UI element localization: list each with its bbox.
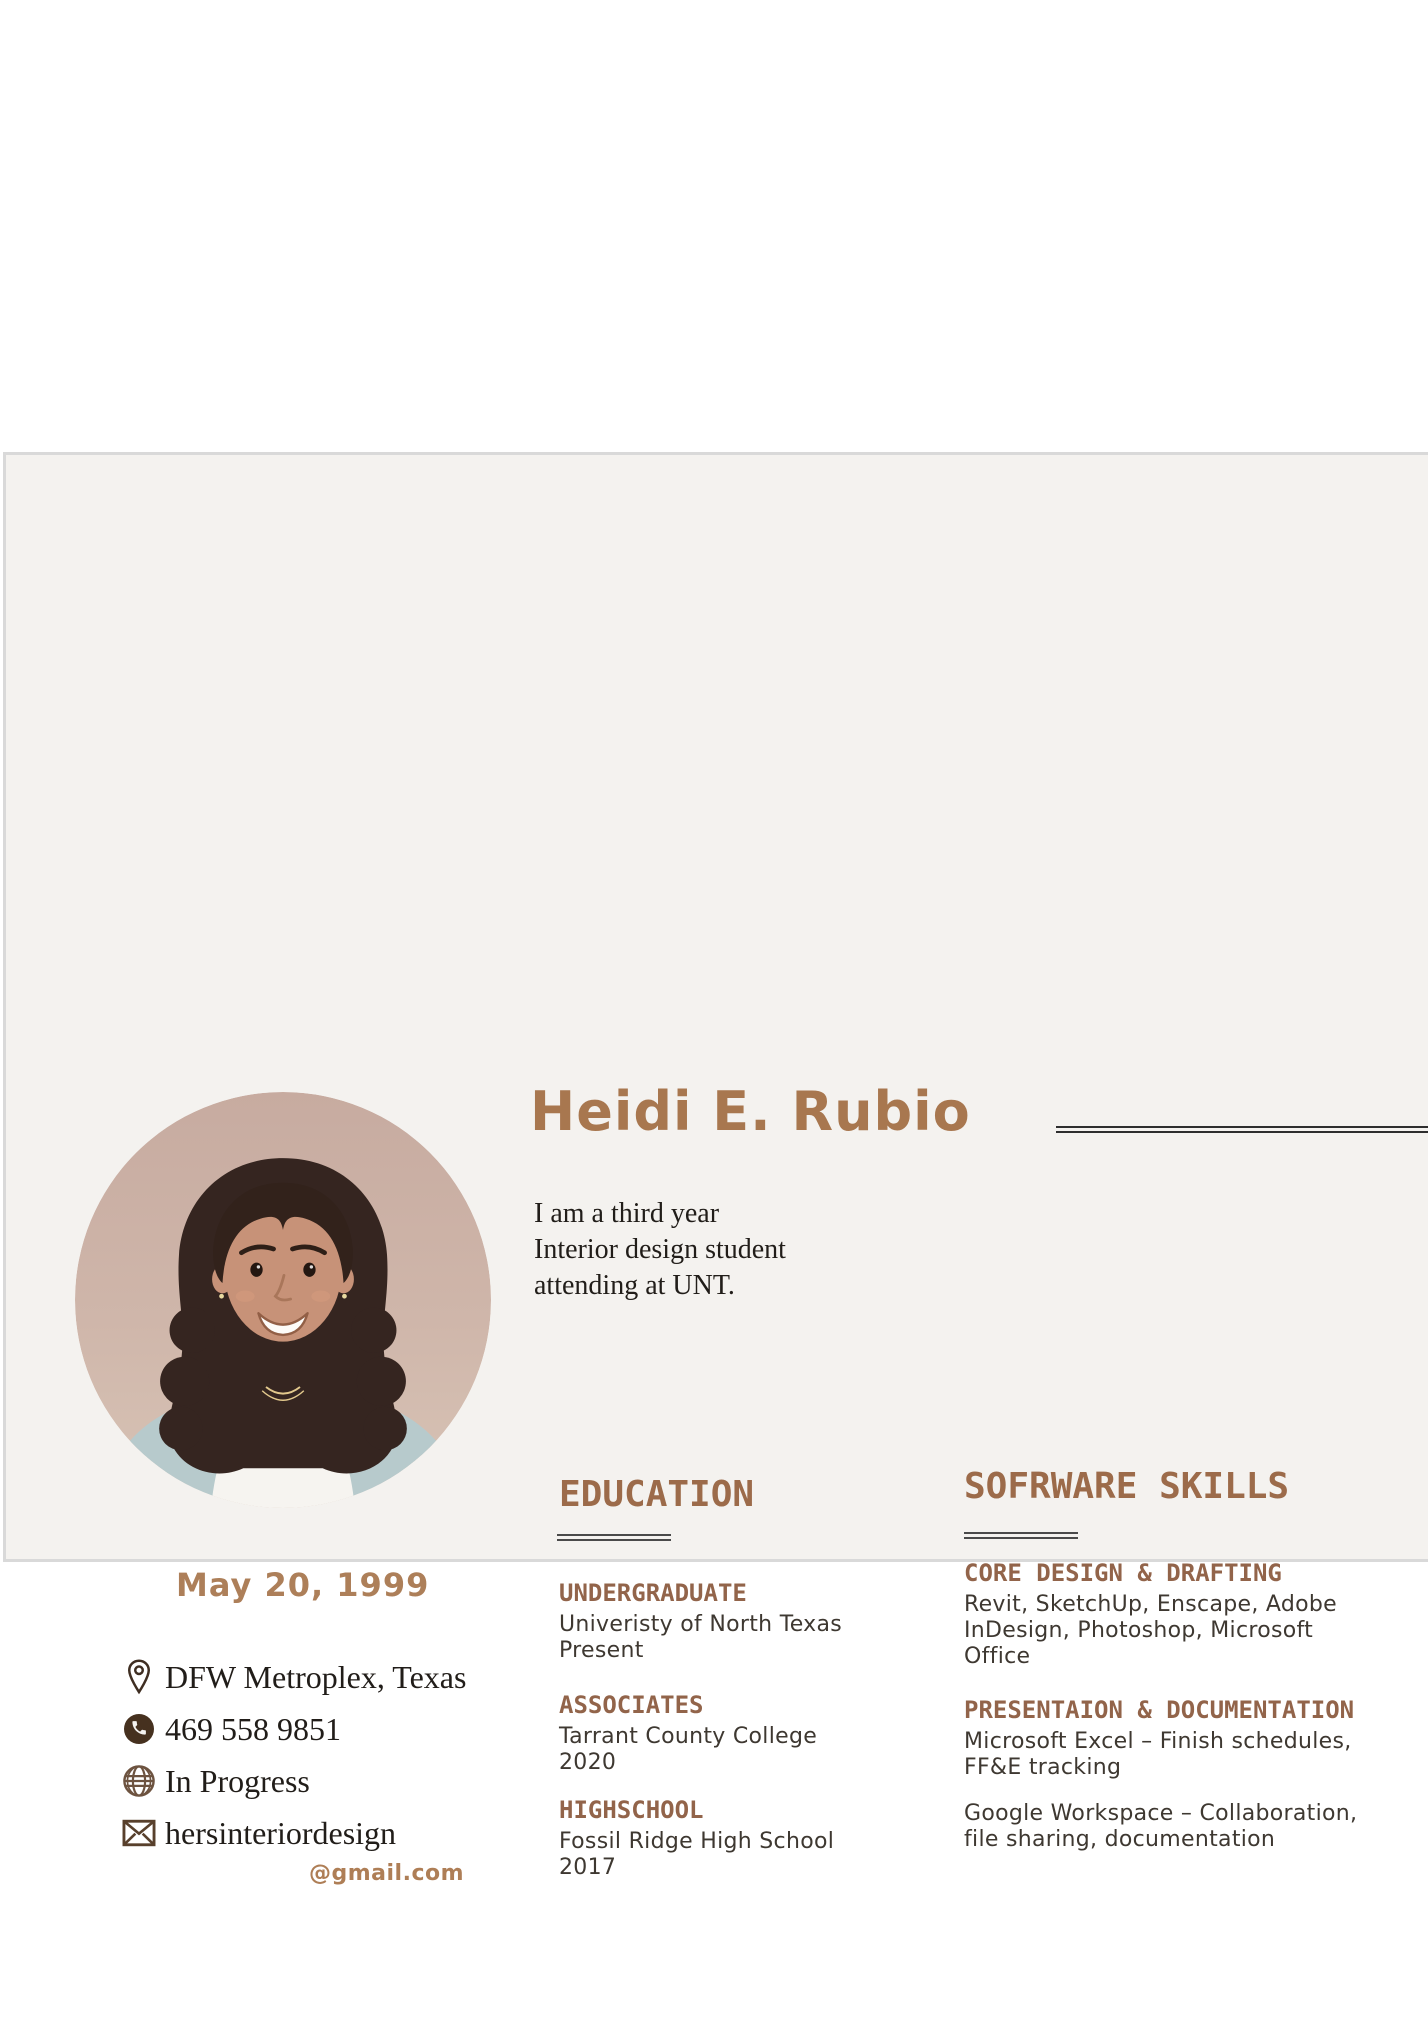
intro-line: Interior design student (534, 1234, 786, 1265)
contact-row-website (119, 1755, 499, 1807)
portrait-illustration (75, 1092, 491, 1508)
profile-photo (75, 1092, 491, 1508)
education-divider (557, 1534, 671, 1541)
education-level: UNDERGRADUATE (559, 1579, 747, 1607)
intro-line: attending at UNT. (534, 1270, 735, 1301)
contact-list (119, 1651, 499, 1859)
profile-intro (534, 1196, 786, 1304)
skills-line: InDesign, Photoshop, Microsoft (964, 1618, 1314, 1643)
location-pin-icon (119, 1655, 159, 1699)
education-year: Present (559, 1638, 644, 1663)
resume-card (3, 452, 1428, 1886)
envelope-icon (119, 1811, 159, 1855)
skills-line: Google Workspace – Collaboration, (964, 1801, 1358, 1826)
education-level: ASSOCIATES (559, 1691, 704, 1719)
email-domain: @gmail.com (309, 1861, 465, 1886)
skills-category: PRESENTAION & DOCUMENTATION (964, 1696, 1355, 1724)
education-heading: EDUCATION (559, 1474, 755, 1515)
globe-icon (119, 1759, 159, 1803)
birth-date: May 20, 1999 (176, 1566, 430, 1604)
phone-icon (119, 1707, 159, 1751)
skills-category: CORE DESIGN & DRAFTING (964, 1559, 1282, 1587)
education-school: Univeristy of North Texas (559, 1612, 843, 1637)
intro-line: I am a third year (534, 1198, 720, 1229)
contact-phone: 469 558 9851 (165, 1710, 341, 1747)
education-school: Fossil Ridge High School (559, 1829, 835, 1854)
education-year: 2017 (559, 1855, 617, 1880)
contact-row-email (119, 1807, 499, 1859)
profile-name: Heidi E. Rubio (530, 1080, 971, 1143)
skills-line: FF&E tracking (964, 1755, 1122, 1780)
contact-location: DFW Metroplex, Texas (165, 1658, 467, 1695)
education-year: 2020 (559, 1750, 617, 1775)
contact-row-location (119, 1651, 499, 1703)
education-school: Tarrant County College (559, 1724, 818, 1749)
skills-line: Revit, SketchUp, Enscape, Adobe (964, 1592, 1338, 1617)
skills-line: Microsoft Excel – Finish schedules, (964, 1729, 1352, 1754)
header-divider (1056, 1126, 1428, 1133)
education-entry-associates (559, 1691, 817, 1776)
skills-divider (964, 1532, 1078, 1539)
skills-line: file sharing, documentation (964, 1827, 1276, 1852)
skills-line: Office (964, 1644, 1031, 1669)
contact-website-status: In Progress (165, 1762, 310, 1799)
skills-group-presentation-continued (964, 1801, 1357, 1853)
contact-row-phone (119, 1703, 499, 1755)
education-entry-highschool (559, 1796, 834, 1881)
skills-heading: SOFRWARE SKILLS (964, 1466, 1290, 1507)
skills-group-core-design (964, 1559, 1337, 1670)
skills-group-presentation (964, 1696, 1354, 1781)
contact-email-user: hersinteriordesign (165, 1814, 397, 1851)
education-level: HIGHSCHOOL (559, 1796, 704, 1824)
education-entry-undergraduate (559, 1579, 842, 1664)
